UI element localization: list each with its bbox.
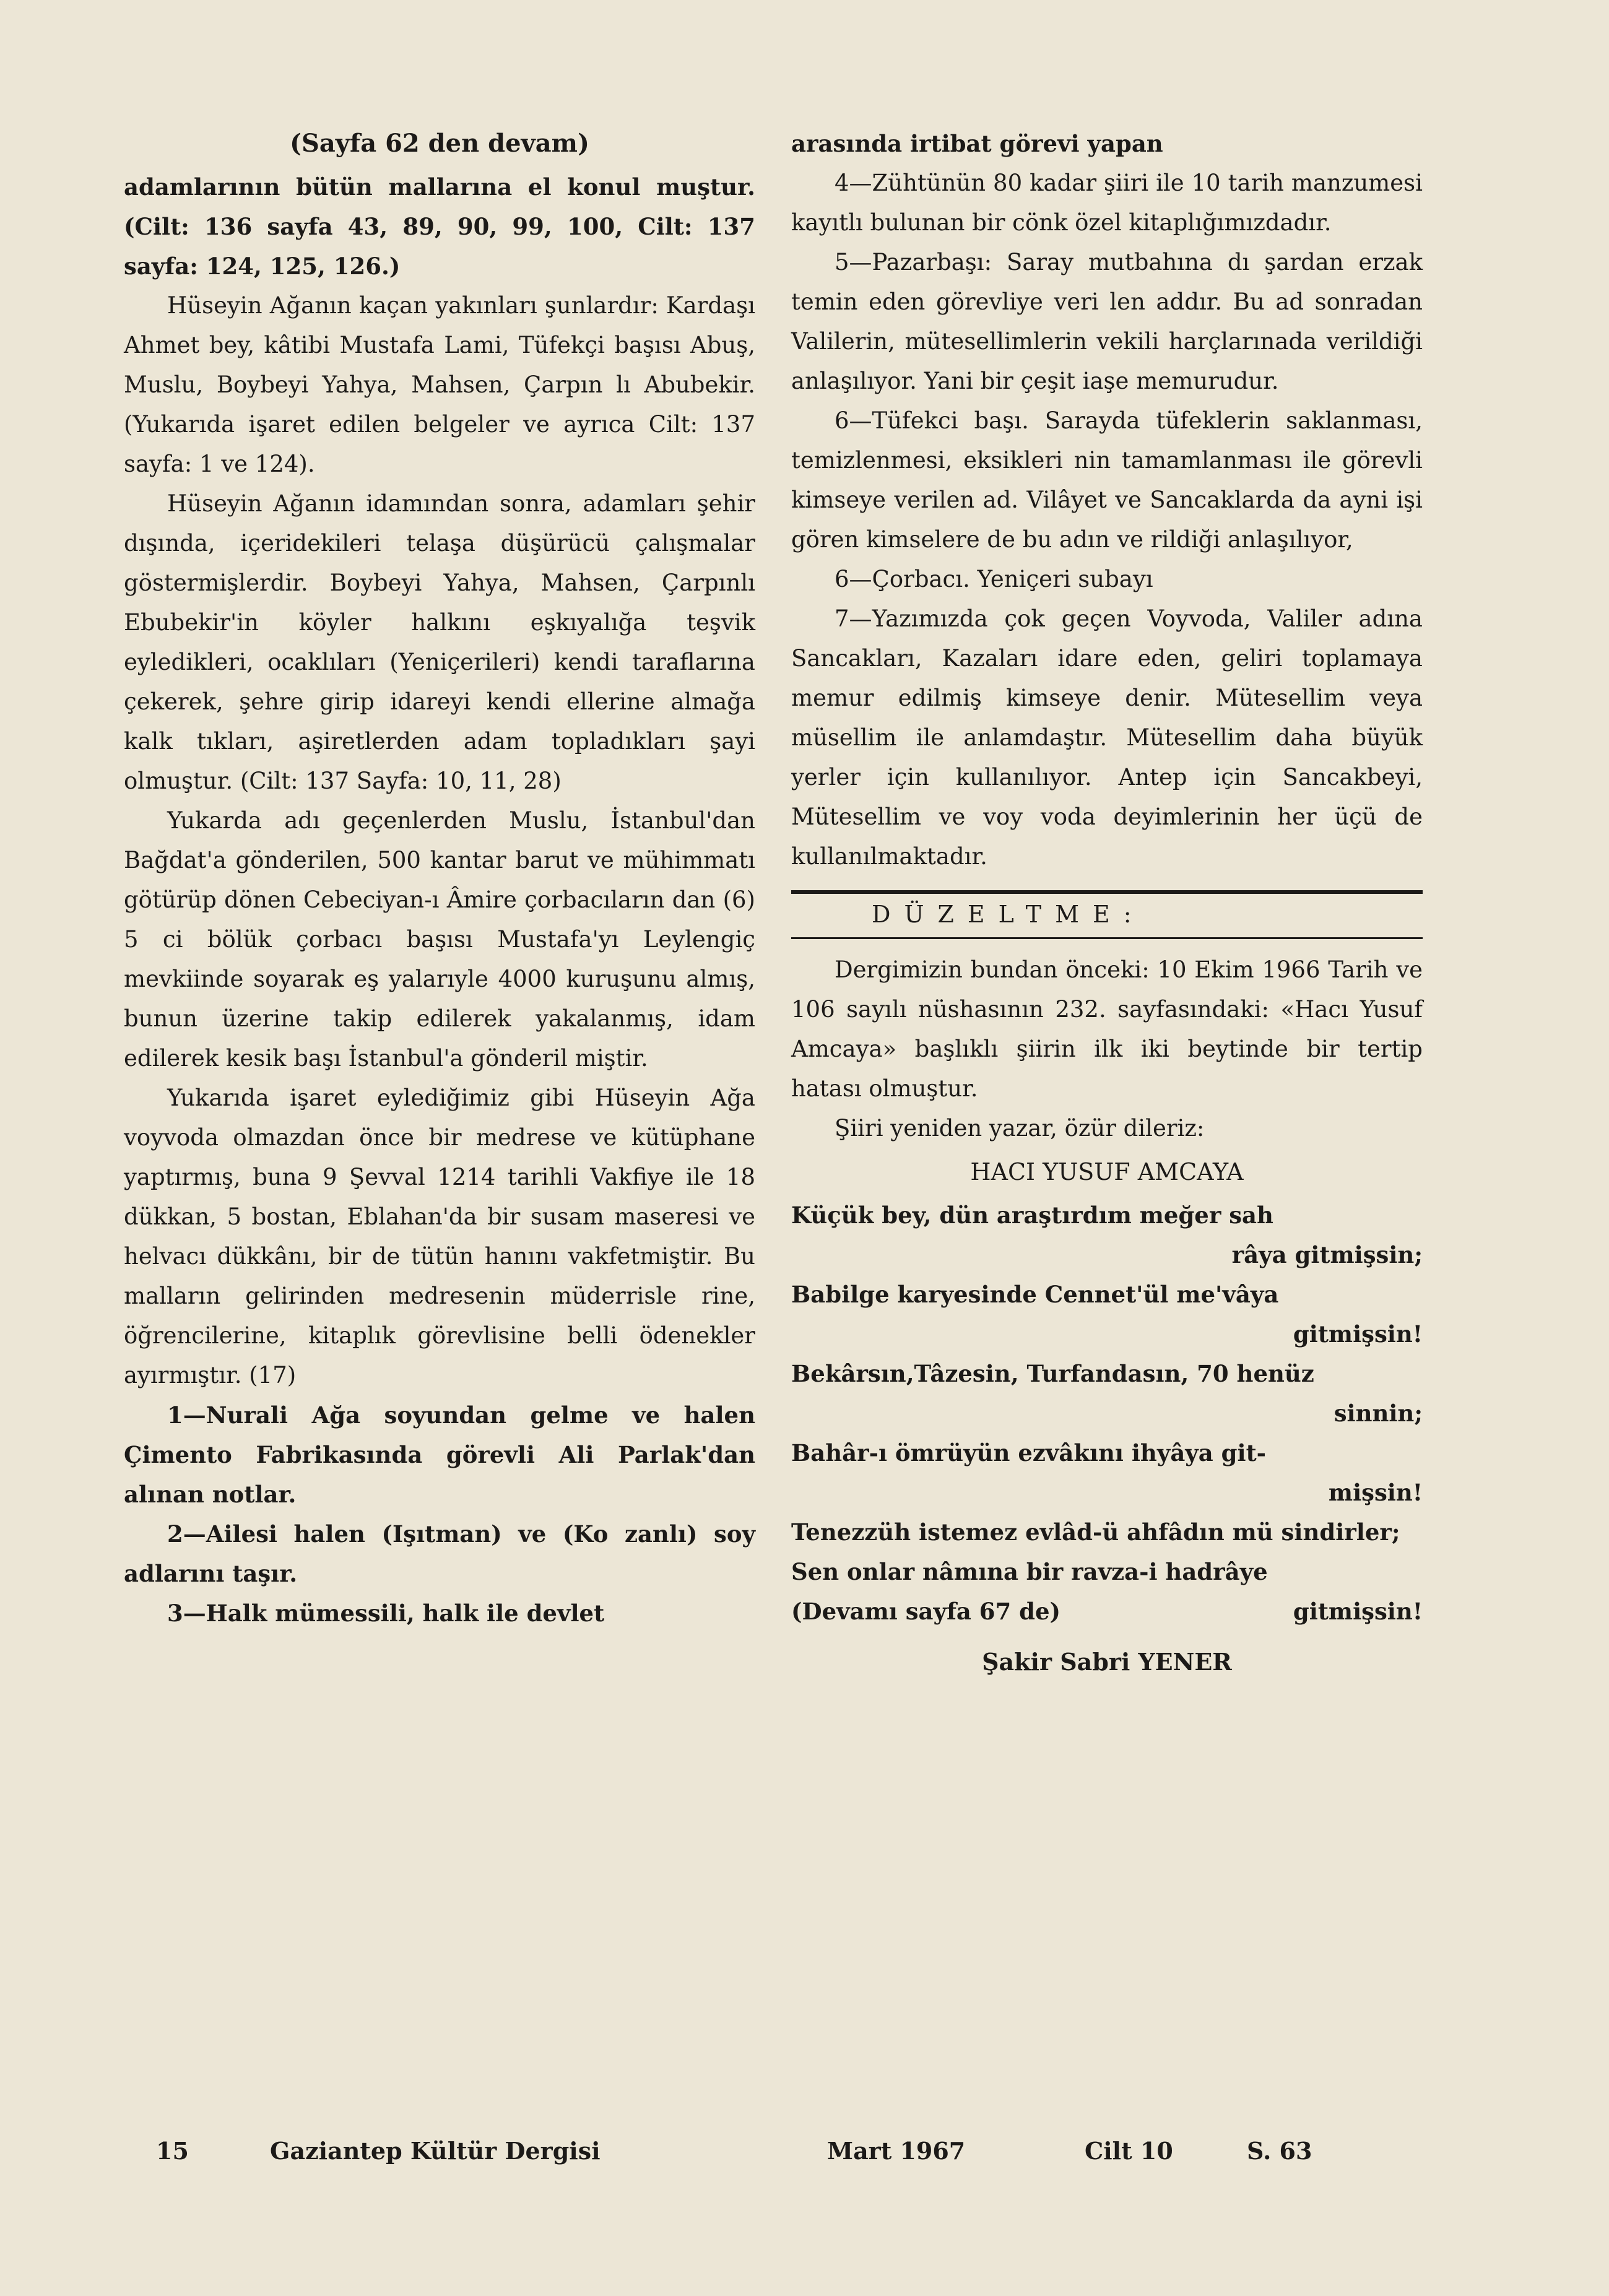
paragraph: Yukarda adı geçenlerden Muslu, İstanbul'dan Bağdat'a gönderilen, 500 kantar barut ve mühimmatı götürüp dönen Cebeciyan-ı Âmire çorbacıların dan (6) 5 ci bölük çorbacı başısı Mustafa'yı Leylengiç mevkiinde soyarak eş yalarıyle 4000 kuruşunu almış, bunun üzerine takip edilerek yakalanmış, idam edilerek kesik başı İstanbul'a gönderil miştir. bbox=[124, 807, 755, 1072]
poem-title: HACI YUSUF AMCAYA bbox=[970, 1158, 1244, 1185]
author-signature: Şakir Sabri YENER bbox=[982, 1648, 1232, 1676]
footnote: 7—Yazımızda çok geçen Voyvoda, Valiler adına Sancakları, Kazaları idare eden, geliri toplamaya memur edilmiş kimseye denir. Mütesellim veya müsellim ile anlamdaştır. Mütesellim daha büyük yerler için kullanılıyor. Antep için Sancakbeyi, Mütesellim ve voy voda deyimlerinin her üçü de kullanılmaktadır. bbox=[791, 605, 1423, 870]
correction-text: Dergimizin bundan önceki: 10 Ekim 1966 Tarih ve 106 sayılı nüshasının 232. sayfasındaki: «Hacı Yusuf Amcaya» başlıklı şiirin ilk iki beytinde bir tertip hatası olmuştur. bbox=[791, 956, 1423, 1102]
footnote: arasında irtibat görevi yapan bbox=[791, 130, 1163, 157]
poem-line-continuation: gitmişsin! bbox=[1293, 1598, 1423, 1625]
poem-line: Bahâr-ı ömrüyün ezvâkını ihyâya git- bbox=[791, 1439, 1267, 1466]
poem-line: Bekârsın,Tâzesin, Turfandasın, 70 henüz bbox=[791, 1360, 1314, 1387]
journal-name: Gaziantep Kültür Dergisi bbox=[270, 2137, 601, 2165]
footnote: 6—Çorbacı. Yeniçeri subayı bbox=[835, 566, 1153, 592]
poem bbox=[791, 1195, 1423, 1631]
correction-heading-box bbox=[791, 890, 1423, 939]
page-number: 15 bbox=[156, 2137, 189, 2165]
poem-line-continuation: gitmişsin! bbox=[1293, 1320, 1423, 1348]
paragraph: Hüseyin Ağanın kaçan yakınları şunlardır: Kardaşı Ahmet bey, kâtibi Mustafa Lami, Tüfekçi başısı Abuş, Muslu, Boybeyi Yahya, Mahsen, Çarpın lı Abubekir. (Yukarıda işaret edilen belgeler ve ayrıca Cilt: 137 sayfa: 1 ve 124). bbox=[124, 292, 755, 477]
poem-last-line bbox=[791, 1592, 1423, 1631]
poem-line: Babilge karyesinde Cennet'ül me'vâya bbox=[791, 1281, 1279, 1308]
apology-text: Şiiri yeniden yazar, özür dileriz: bbox=[835, 1115, 1205, 1142]
issue-date: Mart 1967 bbox=[827, 2137, 966, 2165]
volume-number: Cilt 10 bbox=[1085, 2137, 1173, 2165]
poem-line: Tenezzüh istemez evlâd-ü ahfâdın mü sindirler; bbox=[791, 1518, 1400, 1546]
poem-line-continuation: râya gitmişsin; bbox=[1231, 1241, 1423, 1268]
divider bbox=[791, 937, 1423, 939]
left-column bbox=[124, 124, 755, 1633]
correction-heading: DÜZELTME: bbox=[872, 901, 1145, 928]
issue-number: S. 63 bbox=[1247, 2137, 1312, 2165]
poem-line: Sen onlar nâmına bir ravza-i hadrâye bbox=[791, 1558, 1268, 1585]
footnote: 4—Zühtünün 80 kadar şiiri ile 10 tarih manzumesi kayıtlı bulunan bir cönk özel kitaplığımızdadır. bbox=[791, 170, 1423, 236]
footnote: 5—Pazarbaşı: Saray mutbahına dı şardan erzak temin eden görevliye veri len addır. Bu ad sonradan Valilerin, mütesellimlerin vekili harçlarınada verildiği anlaşılıyor. Yani bir çeşit iaşe memurudur. bbox=[791, 249, 1423, 394]
footnote: 6—Tüfekci başı. Sarayda tüfeklerin saklanması, temizlenmesi, eksikleri nin tamamlanması ile görevli kimseye verilen ad. Vilâyet ve Sancaklarda da ayni işi gören kimselere de bu adın ve rildiği anlaşılıyor, bbox=[791, 407, 1423, 553]
footnote: 1—Nurali Ağa soyundan gelme ve halen Çimento Fabrikasında görevli Ali Parlak'dan alınan notlar. bbox=[124, 1401, 755, 1508]
footnote: 3—Halk mümessili, halk ile devlet bbox=[167, 1600, 605, 1627]
divider bbox=[791, 890, 1423, 894]
poem-line-continuation: mişsin! bbox=[1328, 1479, 1423, 1506]
poem-line-continuation: sinnin; bbox=[1334, 1400, 1423, 1427]
right-column bbox=[791, 124, 1423, 1682]
paragraph: Yukarıda işaret eylediğimiz gibi Hüseyin Ağa voyvoda olmazdan önce bir medrese ve kütüphane yaptırmış, buna 9 Şevval 1214 tarihli Vakfiye ile 18 dükkan, 5 bostan, Eblahan'da bir susam maseresi ve helvacı dükkânı, bir de tütün hanını vakfetmiştir. Bu malların gelirinden medresenin müderrisle rine, öğrencilerine, kitaplık görevlisine belli ödenekler ayırmıştır. (17) bbox=[124, 1085, 755, 1388]
paragraph: Hüseyin Ağanın idamından sonra, adamları şehir dışında, içeridekileri telaşa düşürücü çalışmalar göstermişlerdir. Boybeyi Yahya, Mahsen, Çarpınlı Ebubekir'in köyler halkını eşkıyalığa teşvik eyledikleri, ocaklıları (Yeniçerileri) kendi taraflarına çekerek, şehre girip idareyi kendi ellerine almağa kalk tıkları, aşiretlerden adam topladıkları şayi olmuştur. (Cilt: 137 Sayfa: 10, 11, 28) bbox=[124, 490, 755, 794]
continued-note: (Devamı sayfa 67 de) bbox=[791, 1598, 1061, 1625]
footnote: 2—Ailesi halen (Işıtman) ve (Ko zanlı) soy adlarını taşır. bbox=[124, 1520, 755, 1587]
continued-from-header: (Sayfa 62 den devam) bbox=[290, 129, 589, 158]
paragraph: adamlarının bütün mallarına el konul muştur. (Cilt: 136 sayfa 43, 89, 90, 99, 100, Cilt: 137 sayfa: 124, 125, 126.) bbox=[124, 173, 755, 280]
poem-line: Küçük bey, dün araştırdım meğer sah bbox=[791, 1202, 1273, 1229]
